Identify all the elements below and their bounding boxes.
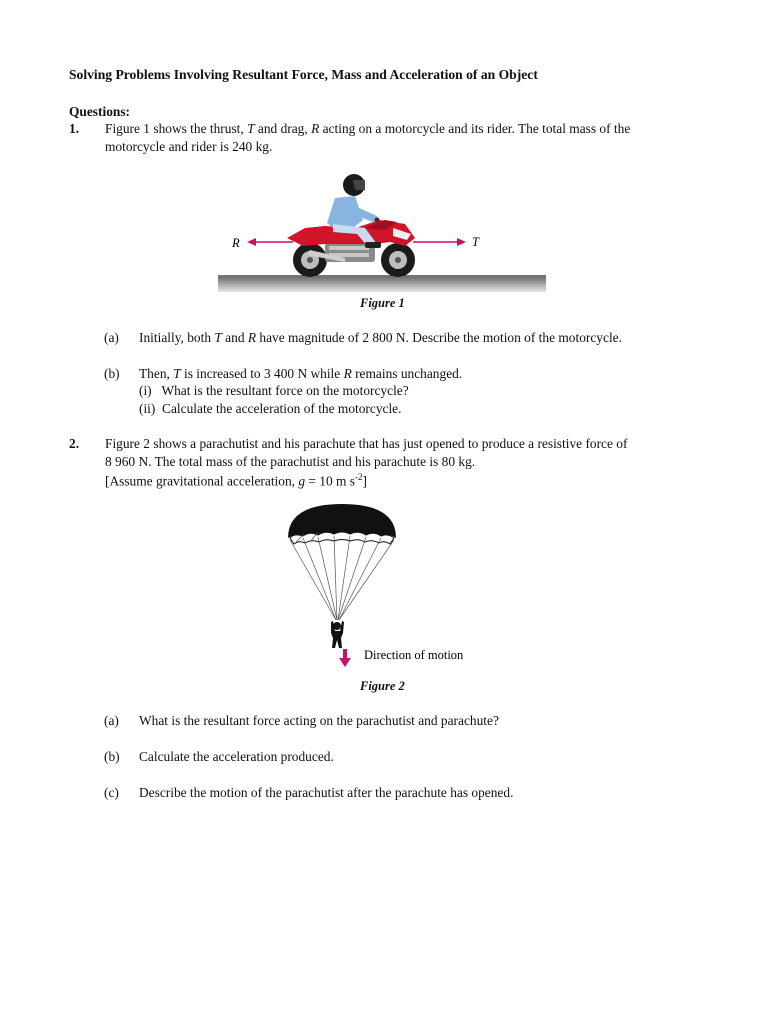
q2-b-label: (b) bbox=[104, 749, 120, 764]
q2-a-label: (a) bbox=[104, 713, 119, 728]
q1-b-text: Then, T is increased to 3 400 N while R remains unchanged. bbox=[139, 366, 463, 381]
label-R: R bbox=[232, 236, 240, 250]
suspension-lines bbox=[290, 532, 394, 620]
q1-number: 1. bbox=[69, 121, 80, 136]
q1-intro-line-1: Figure 1 shows the thrust, T and drag, R acting on a motorcycle and its rider. The total mass of the bbox=[105, 121, 631, 136]
q2-c-text: Describe the motion of the parachutist after the parachute has opened. bbox=[139, 785, 514, 800]
direction-label: Direction of motion bbox=[364, 648, 464, 662]
q2-a-text: What is the resultant force acting on the parachutist and parachute? bbox=[139, 713, 499, 728]
direction-arrow-icon bbox=[339, 649, 351, 667]
drag-arrow-R bbox=[247, 238, 293, 246]
rear-wheel-icon bbox=[293, 243, 327, 277]
q1-a-text: Initially, both T and R have magnitude of 2 800 N. Describe the motion of the motorcycle. bbox=[139, 330, 622, 345]
questions-heading: Questions: bbox=[69, 104, 131, 119]
q2-b-text: Calculate the acceleration produced. bbox=[139, 749, 334, 764]
q2-number: 2. bbox=[69, 436, 80, 451]
q2-intro-line-1: Figure 2 shows a parachutist and his parachute that has just opened to produce a resistive force of bbox=[105, 436, 628, 451]
thrust-arrow-T bbox=[413, 238, 466, 246]
q2-intro-line-2: 8 960 N. The total mass of the parachutist and his parachute is 80 kg. bbox=[105, 454, 476, 469]
q1-b-i: (i) What is the resultant force on the motorcycle? bbox=[139, 383, 409, 398]
figure-1-caption: Figure 1 bbox=[360, 296, 405, 310]
q2-c-label: (c) bbox=[104, 785, 119, 800]
page-title: Solving Problems Involving Resultant Force, Mass and Acceleration of an Object bbox=[69, 67, 538, 82]
front-wheel-icon bbox=[381, 243, 415, 277]
figure-2-caption: Figure 2 bbox=[360, 679, 405, 693]
figure-2-parachute bbox=[280, 502, 480, 672]
q2-intro-line-3: [Assume gravitational acceleration, g = 10 m $s^{-2}$] bbox=[105, 472, 367, 489]
road-surface bbox=[218, 277, 546, 292]
q1-b-ii: (ii) Calculate the acceleration of the motorcycle. bbox=[139, 401, 402, 416]
parachutist-icon bbox=[331, 621, 344, 648]
q1-a-label: (a) bbox=[104, 330, 119, 345]
label-T: T bbox=[472, 235, 479, 249]
q1-b-label: (b) bbox=[104, 366, 120, 381]
q1-intro-line-2: motorcycle and rider is 240 kg. bbox=[105, 139, 273, 154]
figure-1-motorcycle bbox=[215, 168, 550, 298]
